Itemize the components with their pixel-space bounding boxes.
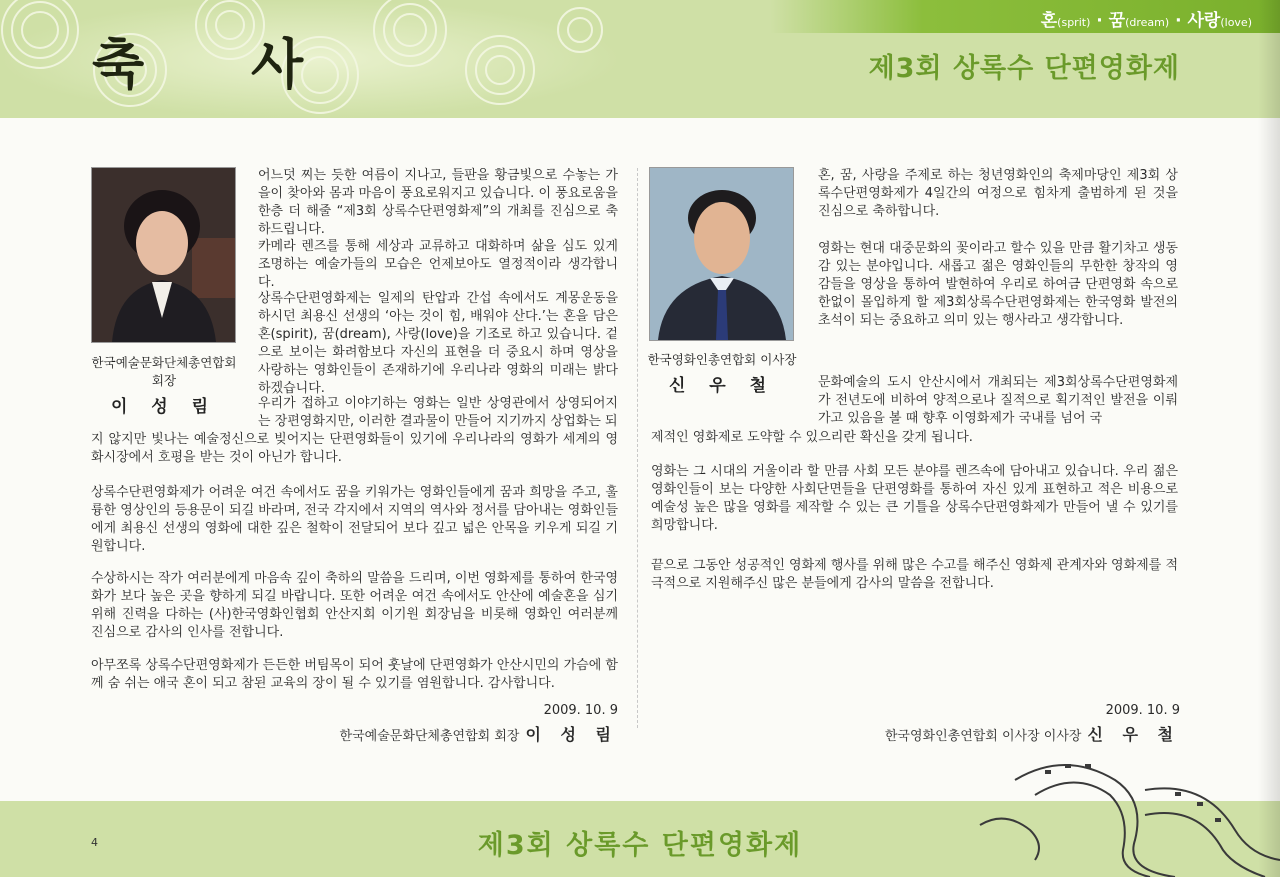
left-signature-name: 이 성 림 (525, 725, 618, 744)
portrait-left-art (92, 168, 235, 342)
caption-left-name: 이 성 림 (110, 397, 218, 417)
caption-right-role: 한국영화인총연합회 이사장 (647, 352, 797, 367)
festival-title: 제3회 상록수 단편영화제 (868, 53, 1180, 84)
right-para-4: 제적인 영화제로 도약할 수 있으리란 확신을 갖게 됩니다. (651, 430, 973, 445)
tagline-bar (770, 0, 1280, 33)
left-para-1: 어느덧 찌는 듯한 여름이 지나고, 들판을 황금빛으로 수놓는 가을이 찾아와 몸과 마음이 풍요로워지고 있습니다. 이 풍요로움을 한층 더 해줄 “제3회 상록수단편영화제”의 개최를 진심으로 축하드립니다. (258, 168, 618, 237)
right-para-2: 영화는 현대 대중문화의 꽃이라고 할수 있을 만큼 활기차고 생동감 있는 분야입니다. 새롭고 젊은 영화인들의 무한한 창작의 영감들을 영상을 통하여 발현하여 우리로 하여금 단편영화 속으로 한없이 몰입하게 할 제3회상록수단편영화제는 한국영화 발전의 초석이 되는 중요하고 의미 있는 행사라고 생각합니다. (818, 241, 1178, 328)
right-signature-role: 한국영화인총연합회 이사장 이사장 (884, 729, 1082, 744)
left-para-3: 상록수단편영화제는 일제의 탄압과 간섭 속에서도 계몽운동을 하시던 최용신 선생의 ‘아는 것이 힘, 배워야 산다.’는 혼을 담은 혼(spirit), 꿈(dream), 사랑(love)을 기조로 하고 있습니다. 겉으로 보이는 화려함보다 자신의 표현을 더 중요시 하며 영상을 사랑하는 영화인들이 존재하기에 우리나라 영화의 미래는 밝다 하겠습니다. (258, 291, 618, 396)
page-number: 4 (91, 836, 98, 849)
tagline-en-dream: (dream) (1125, 16, 1170, 29)
tagline (1041, 6, 1252, 31)
left-para-8: 아무쪼록 상록수단편영화제가 든든한 버팀목이 되어 훗날에 단편영화가 안산시민의 가슴에 함께 숨 쉬는 애국 혼이 되고 참된 교육의 장이 될 수 있기를 염원합니다. 감사합니다. (91, 658, 618, 691)
left-date: 2009. 10. 9 (543, 703, 618, 718)
left-para-6: 상록수단편영화제가 어려운 여건 속에서도 꿈을 키워가는 영화인들에게 꿈과 희망을 주고, 훌륭한 영상인의 등용문이 되길 바라며, 전국 각지에서 지역의 역사와 정서를 담아내는 영화인들에게 최용신 선생의 영화에 대한 깊은 철학이 전달되어 보다 깊고 넓은 안목을 키우게 되길 기원합니다. (91, 485, 618, 554)
caption-right-name: 신 우 철 (668, 376, 776, 396)
caption-left (84, 353, 244, 417)
tagline-word-dream: 꿈 (1108, 11, 1126, 31)
left-signature (300, 722, 618, 745)
portrait-photo-right (649, 167, 794, 341)
tagline-sep: · (1169, 11, 1188, 31)
tagline-en-love: (love) (1220, 16, 1252, 29)
page-title: 축 사 (92, 32, 348, 96)
caption-right (642, 350, 802, 396)
header-band (0, 0, 1280, 118)
tagline-word-spirit: 혼 (1040, 11, 1058, 31)
page-edge-shadow (1258, 0, 1280, 877)
caption-left-role: 한국예술문화단체총연합회 회장 (91, 355, 237, 388)
left-para-7: 수상하시는 작가 여러분에게 마음속 깊이 축하의 말씀을 드리며, 이번 영화제를 통하여 한국영화가 보다 높은 곳을 향하게 되길 바랍니다. 또한 어려운 여건 속에서도 안산에 예술혼을 심기위해 진력을 다하는 (사)한국영화인협회 안산지회 이기원 회장님을 비롯해 영화인 여러분께 진심으로 감사의 인사를 전합니다. (91, 571, 618, 640)
left-para-4: 우리가 접하고 이야기하는 영화는 일반 상영관에서 상영되어지는 장편영화지만, 이러한 결과물이 만들어 지기까지 상업화는 되 (258, 396, 618, 429)
right-para-6: 끝으로 그동안 성공적인 영화제 행사를 위해 많은 수고를 해주신 영화제 관계자와 영화제를 적극적으로 지원해주신 많은 분들에게 감사의 말씀을 전합니다. (651, 558, 1178, 591)
right-para-1: 혼, 꿈, 사랑을 주제로 하는 청년영화인의 축제마당인 제3회 상록수단편영화제가 4일간의 여정으로 힘차게 출범하게 된 것을 진심으로 축하합니다. (818, 168, 1178, 219)
right-para-3: 문화예술의 도시 안산시에서 개최되는 제3회상록수단편영화제가 전년도에 비하여 양적으로나 질적으로 획기적인 발전을 이뤄가고 있음을 볼 때 향후 이영화제가 국내를 넘어 국 (818, 375, 1178, 426)
right-date: 2009. 10. 9 (1105, 703, 1180, 718)
tagline-word-love: 사랑 (1187, 11, 1221, 31)
tagline-en-spirit: (sprit) (1057, 16, 1091, 29)
right-para-5: 영화는 그 시대의 거울이라 할 만큼 사회 모든 분야를 렌즈속에 담아내고 있습니다. 우리 젊은 영화인들이 보는 다양한 사회단면들을 단편영화를 통하여 자신 있게 표현하고 적은 비용으로 예술성 높은 많을 영화를 제작할 수 있는 큰 기틀을 상록수단편영화제가 만들어 낼 수 있기를 희망합니다. (651, 464, 1178, 533)
column-divider (637, 168, 638, 728)
portrait-right-art (650, 168, 793, 340)
left-para-2: 카메라 렌즈를 통해 세상과 교류하고 대화하며 삶을 심도 있게 조명하는 예술가들의 모습은 언제보아도 열정적이라 생각합니다. (258, 239, 618, 290)
left-para-5: 지 않지만 빛나는 예술정신으로 빚어지는 단편영화들이 있기에 우리나라의 영화가 세계의 영화시장에서 호평을 받는 것이 아닌가 합니다. (91, 432, 618, 465)
left-signature-role: 한국예술문화단체총연합회 회장 (339, 729, 520, 744)
footer-title: 제3회 상록수 단편영화제 (477, 830, 803, 861)
portrait-photo-left (91, 167, 236, 343)
right-signature-name: 신 우 철 (1087, 725, 1180, 744)
tagline-sep: · (1090, 11, 1109, 31)
